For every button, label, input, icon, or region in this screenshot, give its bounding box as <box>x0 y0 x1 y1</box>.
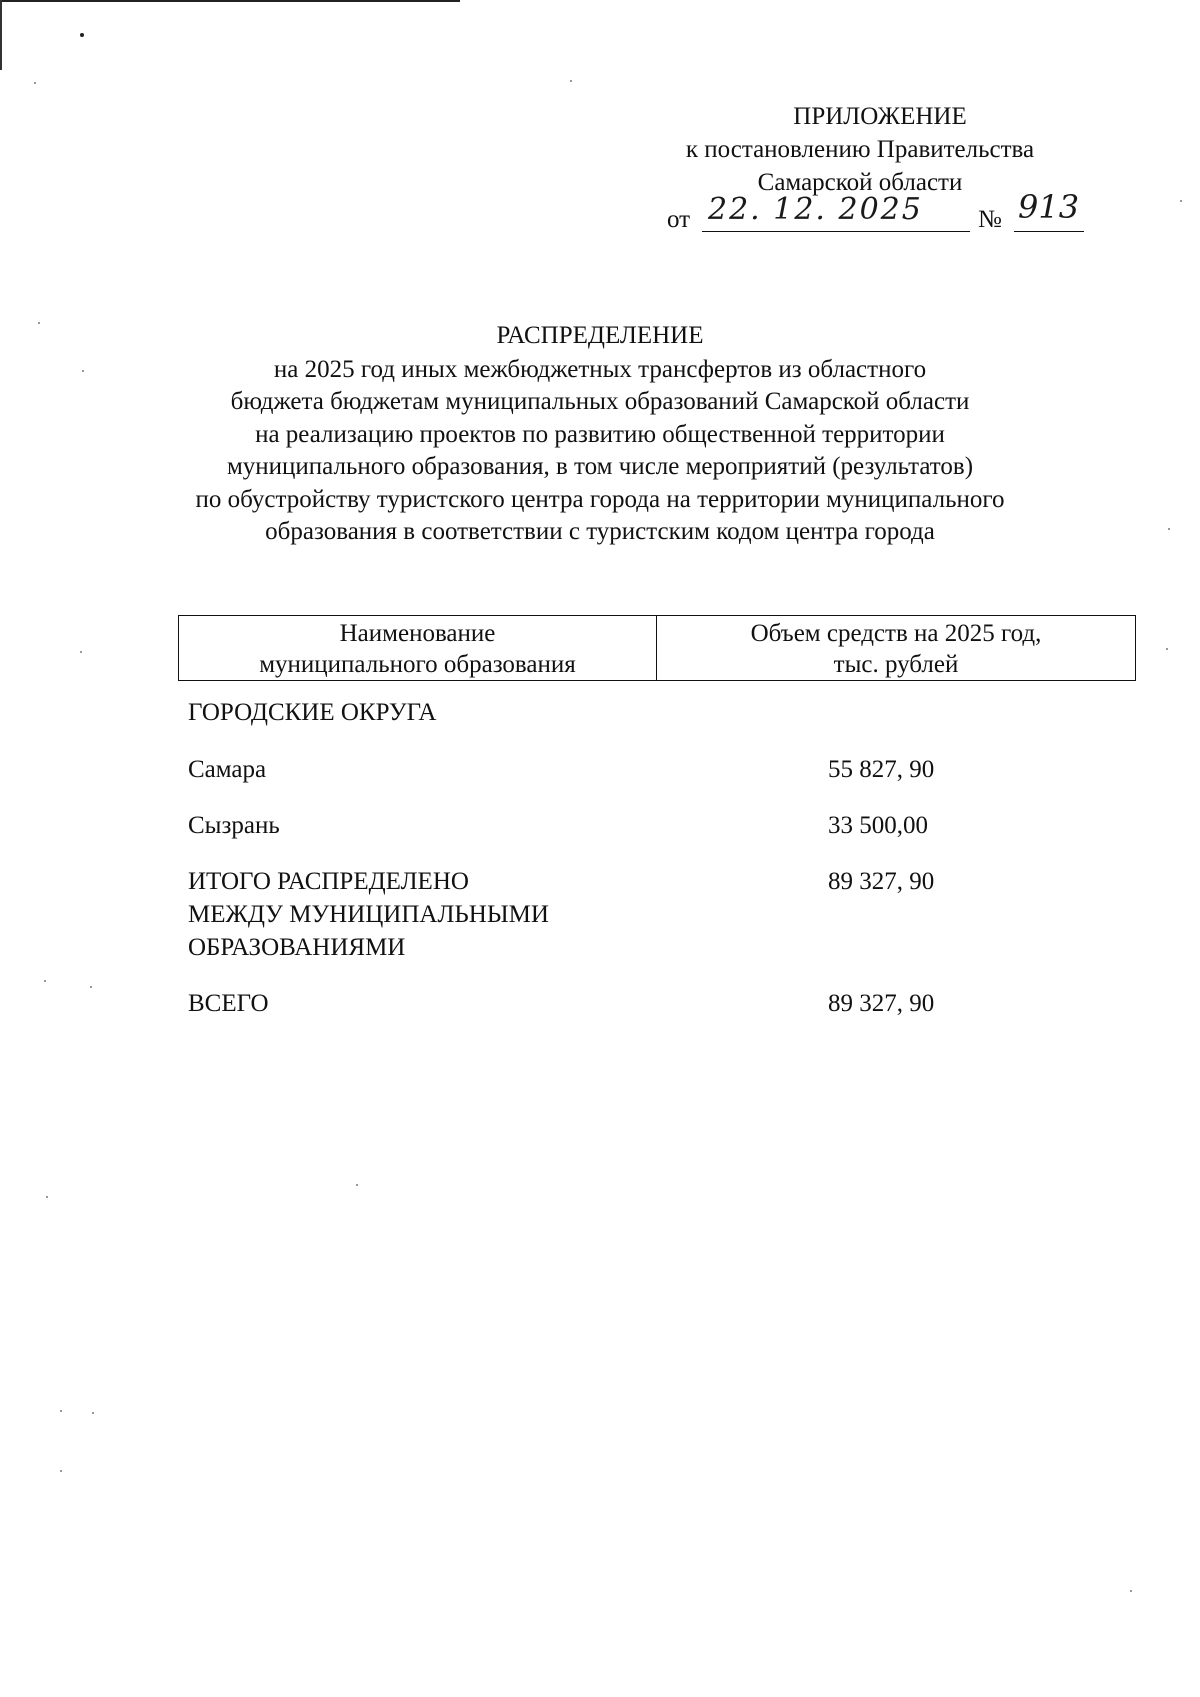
column-header-amount-line: тыс. рублей <box>833 651 959 678</box>
scan-speck <box>44 980 46 982</box>
scan-speck <box>570 80 572 82</box>
title-line: бюджета бюджетам муниципальных образований Самарской области <box>230 388 970 415</box>
scan-edge-artifact <box>0 0 460 2</box>
scan-speck <box>82 370 84 372</box>
handwritten-number: 913 <box>1018 188 1080 226</box>
scan-speck <box>1166 648 1168 650</box>
subtotal-label-line: ОБРАЗОВАНИЯМИ <box>188 934 406 961</box>
scan-speck <box>92 1412 94 1414</box>
table-body <box>188 696 1088 1020</box>
total-value: 89 327, 90 <box>828 990 935 1017</box>
row-name: Сызрань <box>188 812 280 839</box>
handwritten-date: 22. 12. 2025 <box>708 192 923 227</box>
row-value: 33 500,00 <box>828 812 928 839</box>
document-title: РАСПРЕДЕЛЕНИЕ <box>496 322 704 349</box>
row-name: Самара <box>188 756 267 783</box>
appendix-resolution-line: к постановлению Правительства <box>685 136 1035 163</box>
title-line: по обустройству туристского центра города на территории муниципального <box>195 485 1005 513</box>
subtotal-row <box>188 865 1088 964</box>
scan-speck <box>1180 200 1182 202</box>
table-row <box>188 753 1088 786</box>
subtotal-value: 89 327, 90 <box>828 868 935 895</box>
title-line: образования в соответствии с туристским кодом центра города <box>265 518 935 545</box>
document-title-block <box>150 320 1050 549</box>
title-line: муниципального образования, в том числе мероприятий (результатов) <box>226 453 974 480</box>
column-header-amount <box>657 616 1135 680</box>
scan-speck <box>46 1196 48 1198</box>
scan-speck <box>80 651 82 653</box>
table-row <box>188 809 1088 842</box>
appendix-title: ПРИЛОЖЕНИЕ <box>793 103 967 130</box>
appendix-header <box>640 100 1080 235</box>
scan-speck <box>90 986 92 988</box>
scan-speck <box>38 322 40 324</box>
group-row <box>188 696 1088 729</box>
scan-speck <box>1130 1590 1132 1592</box>
scan-speck <box>60 1470 62 1472</box>
column-header-name-line: Наименование <box>339 620 496 647</box>
subtotal-label <box>188 865 688 964</box>
scan-speck <box>34 82 36 84</box>
appendix-date-number-line <box>640 188 1080 235</box>
date-prefix: от <box>667 206 691 233</box>
group-label: ГОРОДСКИЕ ОКРУГА <box>188 699 437 726</box>
scan-speck <box>60 1410 62 1412</box>
scan-speck <box>1168 528 1170 530</box>
scan-speck <box>356 1184 358 1186</box>
total-row <box>188 987 1088 1020</box>
date-field <box>702 192 970 232</box>
column-header-name-line: муниципального образования <box>259 651 576 678</box>
total-label: ВСЕГО <box>188 990 269 1017</box>
number-field <box>1014 188 1084 232</box>
table-header <box>178 615 1136 681</box>
scan-speck <box>80 33 84 37</box>
title-line: на 2025 год иных межбюджетных трансфертов из областного <box>273 355 927 383</box>
scan-edge-artifact <box>0 0 2 70</box>
title-line: на реализацию проектов по развитию общественной территории <box>255 420 945 448</box>
subtotal-label-line: ИТОГО РАСПРЕДЕЛЕНО <box>188 868 469 895</box>
appendix-region-line: Самарской области <box>757 169 963 196</box>
column-header-name <box>179 616 657 680</box>
subtotal-label-line: МЕЖДУ МУНИЦИПАЛЬНЫМИ <box>188 901 549 928</box>
column-header-amount-line: Объем средств на 2025 год, <box>750 620 1042 647</box>
number-prefix: № <box>978 206 1002 233</box>
row-value: 55 827, 90 <box>828 756 935 783</box>
